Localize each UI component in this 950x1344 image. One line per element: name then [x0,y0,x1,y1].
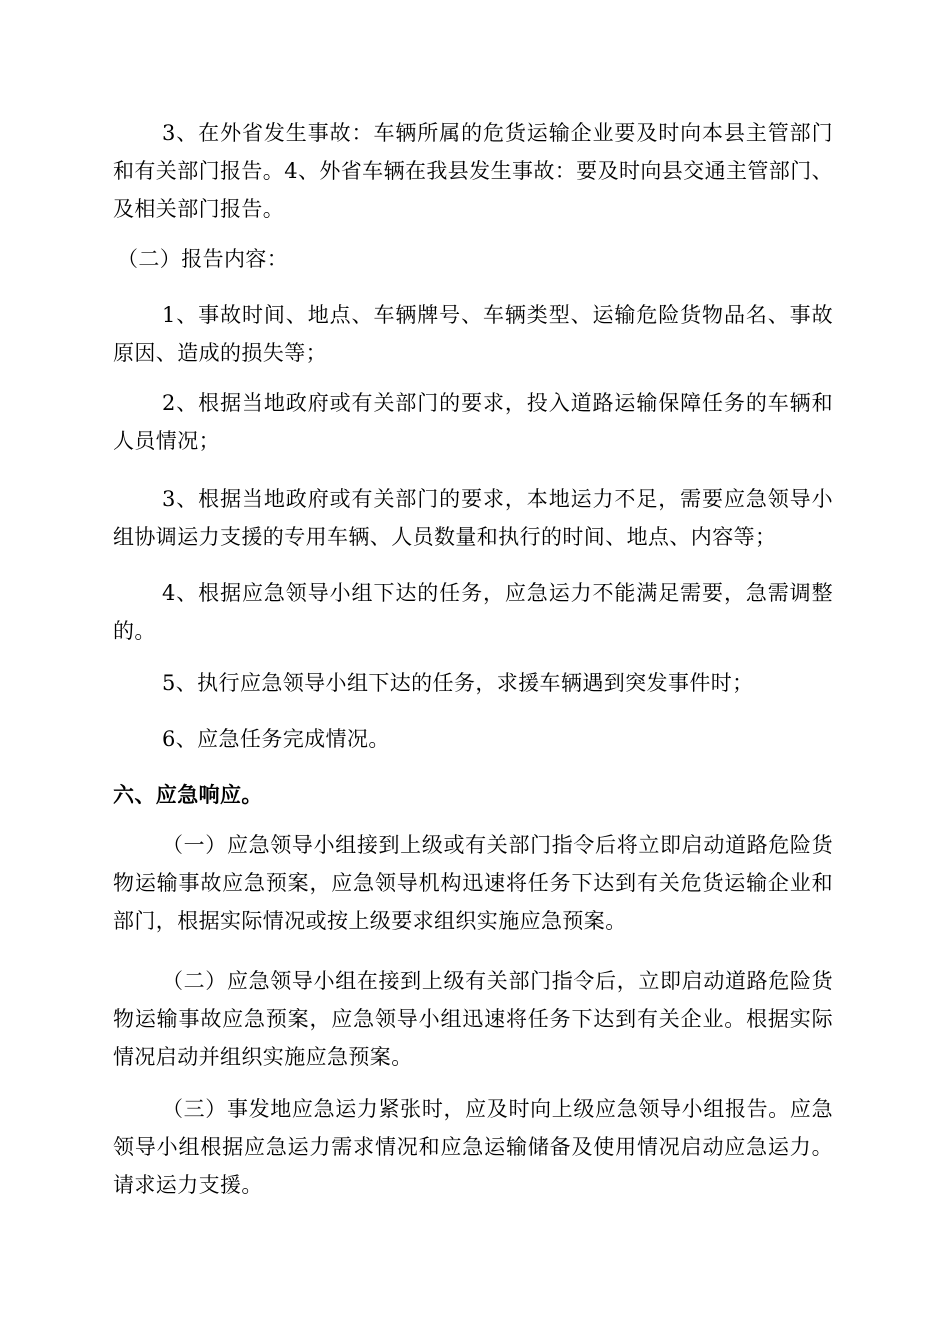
section-heading: 六、应急响应。 [113,782,263,807]
paragraph-report-other-province: 3、在外省发生事故：车辆所属的危货运输企业要及时向本县主管部门和有关部门报告。4、外省车辆在我县发生事故：要及时向县交通主管部门、及相关部门报告。 [113,121,833,221]
list-item-vehicles-personnel: 2、根据当地政府或有关部门的要求，投入道路运输保障任务的车辆和人员情况； [113,391,833,453]
list-item-emergency-events: 5、执行应急领导小组下达的任务，求援车辆遇到突发事件时； [162,671,754,695]
list-item-capacity-adjustment: 4、根据应急领导小组下达的任务，应急运力不能满足需要，急需调整的。 [113,581,833,643]
section-paragraph-2: （二）应急领导小组在接到上级有关部门指令后，立即启动道路危险货物运输事故应急预案，应急领导小组迅速将任务下达到有关企业。根据实际情况启动并组织实施应急预案。 [113,969,833,1069]
list-item-accident-details: 1、事故时间、地点、车辆牌号、车辆类型、运输危险货物品名、事故原因、造成的损失等； [113,303,833,365]
list-item-capacity-support: 3、根据当地政府或有关部门的要求，本地运力不足，需要应急领导小组协调运力支援的专用车辆、人员数量和执行的时间、地点、内容等； [113,487,833,549]
section-paragraph-3: （三）事发地应急运力紧张时，应及时向上级应急领导小组报告。应急领导小组根据应急运力需求情况和应急运输储备及使用情况启动应急运力。请求运力支援。 [113,1097,833,1197]
subheading-report-content: （二）报告内容： [117,247,289,271]
list-item-task-completion: 6、应急任务完成情况。 [162,727,390,751]
section-paragraph-1: （一）应急领导小组接到上级或有关部门指令后将立即启动道路危险货物运输事故应急预案，应急领导机构迅速将任务下达到有关危货运输企业和部门，根据实际情况或按上级要求组织实施应急预案。 [113,833,833,933]
